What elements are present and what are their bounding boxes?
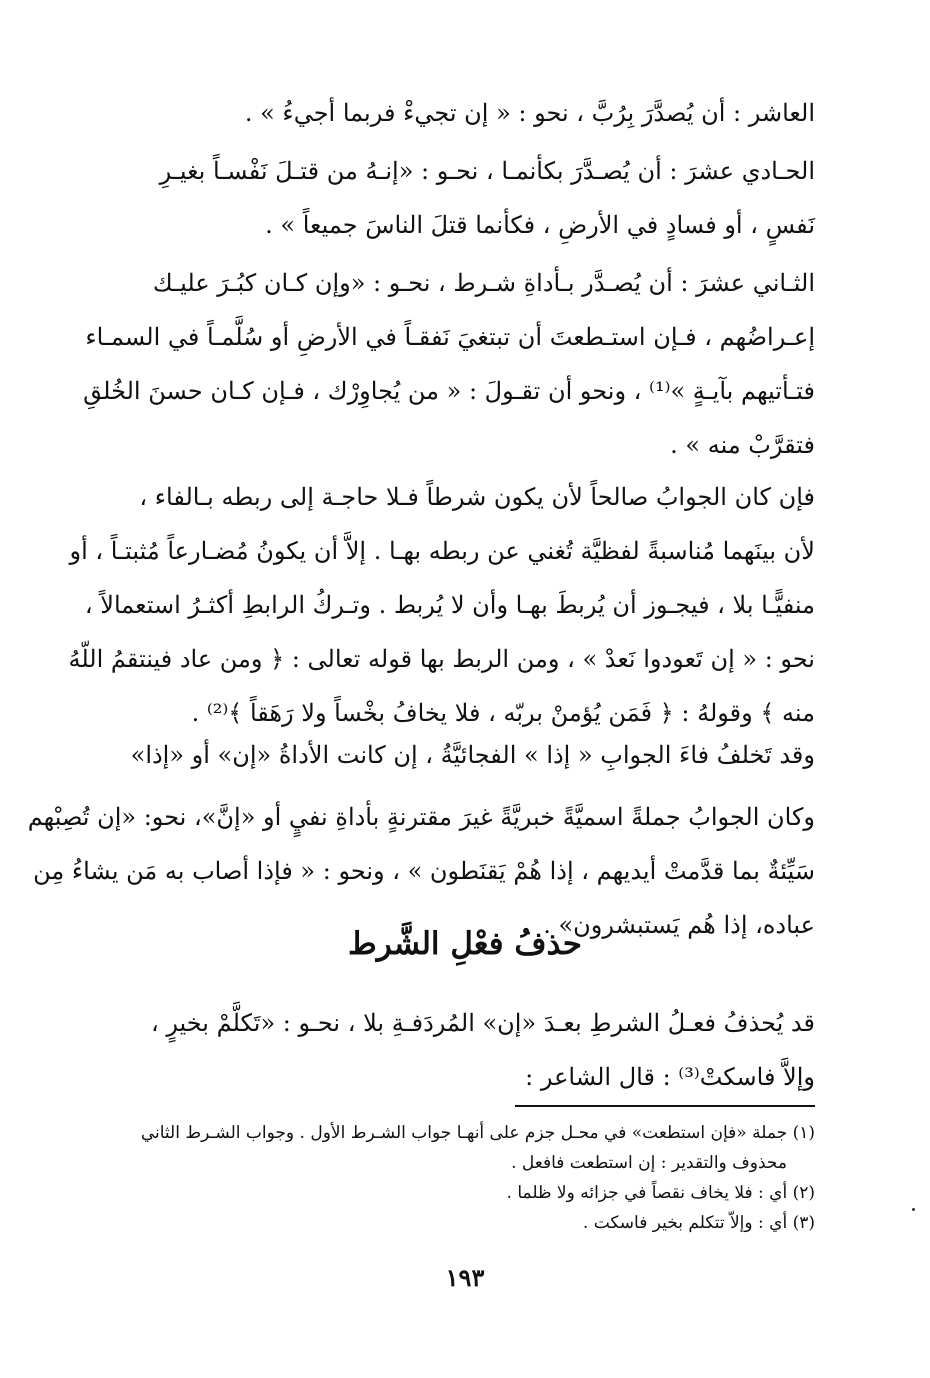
footnotes — [105, 1118, 815, 1238]
paragraph-idha — [115, 728, 815, 782]
footnote-1: (١) جملة «فإن استطعت» في محـل جزم على أنهـا جواب الشـرط الأول . وجواب الشـرط الثاني — [140, 1123, 815, 1143]
text-line: فإن كان الجوابُ صالحاً لأن يكون شرطاً فـلا حاجـة إلى ربطه بـالفاء ، — [139, 483, 815, 511]
paragraph-omission — [115, 996, 815, 1104]
text-line: فتقرَّبْ منه » . — [670, 431, 815, 459]
footnote-3: (٣) أي : وإلاّ تتكلم بخير فاسكت . — [582, 1213, 815, 1233]
text-line: إعـراضُهم ، فـإن استـطعتَ أن تبتغيَ نَفقـاً في الأرضِ أو سُلَّمـاً في السمـاء — [85, 323, 815, 351]
footnote-2: (٢) أي : فلا يخاف نقصاً في جزائه ولا ظلما . — [506, 1183, 815, 1203]
section-heading: حذفُ فعْلِ الشَّرط — [348, 926, 582, 962]
text-line: فتـأتيهم بآيـةٍ »⁽¹⁾ ، ونحو أن تقـولَ : « من يُجاوِرْك ، فـإن كـان حسنَ الخُلقِ — [83, 377, 815, 405]
text-line: وقد تَخلفُ فاءَ الجوابِ « إذا » الفجائيَّةُ ، إن كانت الأداةُ «إن» أو «إذا» — [130, 741, 815, 769]
paragraph-twelfth — [83, 256, 815, 472]
text-line: الحـادي عشرَ : أن يُصـدَّرَ بكأنمـا ، نحـو : «إنـهُ من قتـلَ نَفْسـاً بغيـرِ — [159, 157, 815, 185]
text-line: منفيًّـا بلا ، فيجـوز أن يُربطَ بهـا وأن لا يُربط . وتـركُ الرابطِ أكثـرُ استعمالاً ، — [84, 591, 815, 619]
text-line: الثـاني عشرَ : أن يُصـدَّر بـأداةِ شـرط ، نحـو : «وإن كـان كبُـرَ عليـك — [152, 269, 815, 297]
text-line: العاشر : أن يُصدَّرَ بِرُبَّ ، نحو : « إن تجيءْ فربما أجيءُ » . — [244, 99, 815, 127]
text-line: نحو : « إن تَعودوا نَعدْ » ، ومن الربط بها قوله تعالى : ﴿ ومن عاد فينتقمُ اللّهُ — [68, 645, 815, 673]
paragraph-tenth — [115, 86, 815, 140]
footnote-1-continued: محذوف والتقدير : إن استطعت فافعل . — [511, 1153, 787, 1173]
paragraph-eleventh — [115, 144, 815, 252]
footnote-divider — [515, 1105, 815, 1107]
text-line: لأن بينَهما مُناسبةً لفظيَّة تُغني عن ربطه بهـا . إلاَّ أن يكونُ مُضـارعاً مُثبتـاً ، أو — [69, 537, 815, 565]
paragraph-answer — [68, 470, 815, 740]
text-line: عباده، إذا هُم يَستبشرون» . — [543, 911, 815, 939]
text-line: منه ﴾ وقولهُ : ﴿ فَمَن يُؤمنْ بربّه ، فلا يخافُ بخْساً ولا رَهَقاً ﴾⁽²⁾ . — [191, 699, 815, 727]
scan-speck — [912, 1208, 915, 1211]
text-line: قد يُحذفُ فعـلُ الشرطِ بعـدَ «إن» المُردَفـةِ بلا ، نحـو : «تَكلَّمْ بخيرٍ ، — [150, 1009, 815, 1037]
text-line: سَيِّئةٌ بما قدَّمتْ أيديهم ، إذا هُمْ يَقنَطون » ، ونحو : « فإذا أصاب به مَن يشاءُ مِن — [33, 857, 815, 885]
text-line: وإلاَّ فاسكتْ⁽³⁾ : قال الشاعر : — [525, 1063, 815, 1091]
text-line: وكان الجوابُ جملةً اسميَّةً خبريَّةً غيرَ مقترنةٍ بأداةِ نفيٍ أو «إنَّ»، نحو: «إن تُصِبْهم — [27, 803, 815, 831]
page-number: ١٩٣ — [445, 1263, 485, 1292]
text-line: نَفسٍ ، أو فسادٍ في الأرضِ ، فكأنما قتلَ الناسَ جميعاً » . — [265, 211, 815, 239]
